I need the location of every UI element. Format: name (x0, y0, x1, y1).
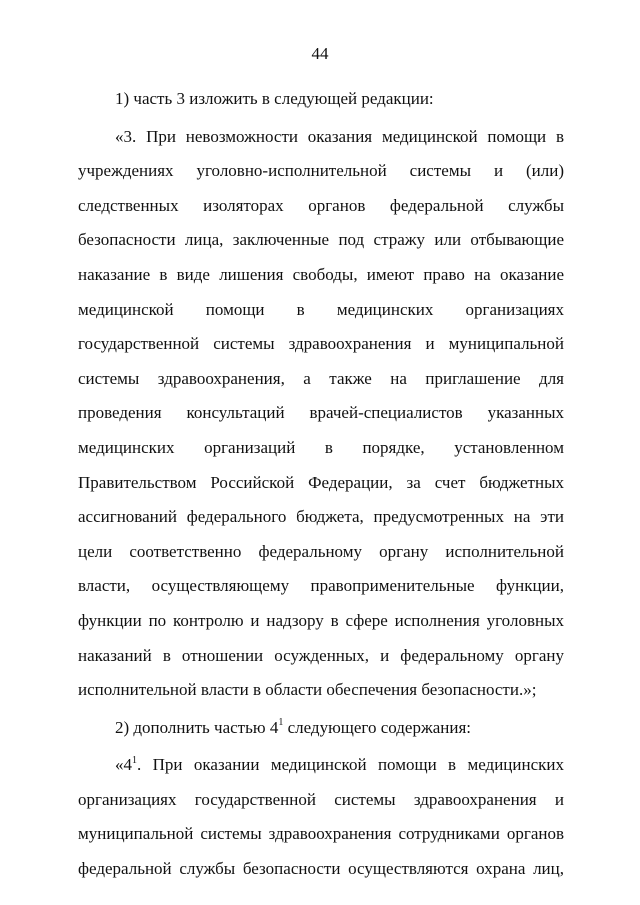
document-body (78, 82, 564, 887)
superscript-marker: 1 (132, 754, 137, 766)
list-item-1: 1) часть 3 изложить в следующей редакции: (115, 89, 434, 108)
list-item-2 (78, 711, 564, 746)
quoted-part-4-1-text-after: . При оказании медицинской помощи в медицинских организациях государственной системы здравоохранения и муниципальной системы здравоохранения сотрудниками органов федеральной службы безопасности осуществляются охрана лиц, (78, 755, 564, 879)
list-item-2-text-before: 2) дополнить частью 4 (115, 717, 279, 737)
list-item-2-text-after: следующего содержания: (283, 717, 471, 737)
quoted-part-4-1-paragraph (78, 748, 564, 886)
superscript-marker: 1 (278, 717, 284, 729)
page-number: 44 (311, 44, 329, 63)
quoted-part-3-paragraph: «3. При невозможности оказания медицинской помощи в учреждениях уголовно-исполнительной системы и (или) следственных изоляторах органов федеральной службы безопасности лица, заключенные под стражу или отбывающие наказание в виде лишения свободы, имеют право на оказание медицинской помощи в медицинских организациях государственной системы здравоохранения и муниципальной системы здравоохранения, а также на приглашение для проведения консультаций врачей-специалистов указанных медицинских организаций в порядке, установленном Правительством Российской Федерации, за счет бюджетных ассигнований федерального бюджета, предусмотренных на эти цели соответственно федеральному органу исполнительной власти, осуществляющему правоприменительные функции, функции по контролю и надзору в сфере исполнения уголовных наказаний в отношении осужденных, и федеральному органу исполнительной власти в области обеспечения безопасности.»; (78, 126, 564, 700)
quoted-part-4-1-text-before: «4 (115, 755, 132, 775)
